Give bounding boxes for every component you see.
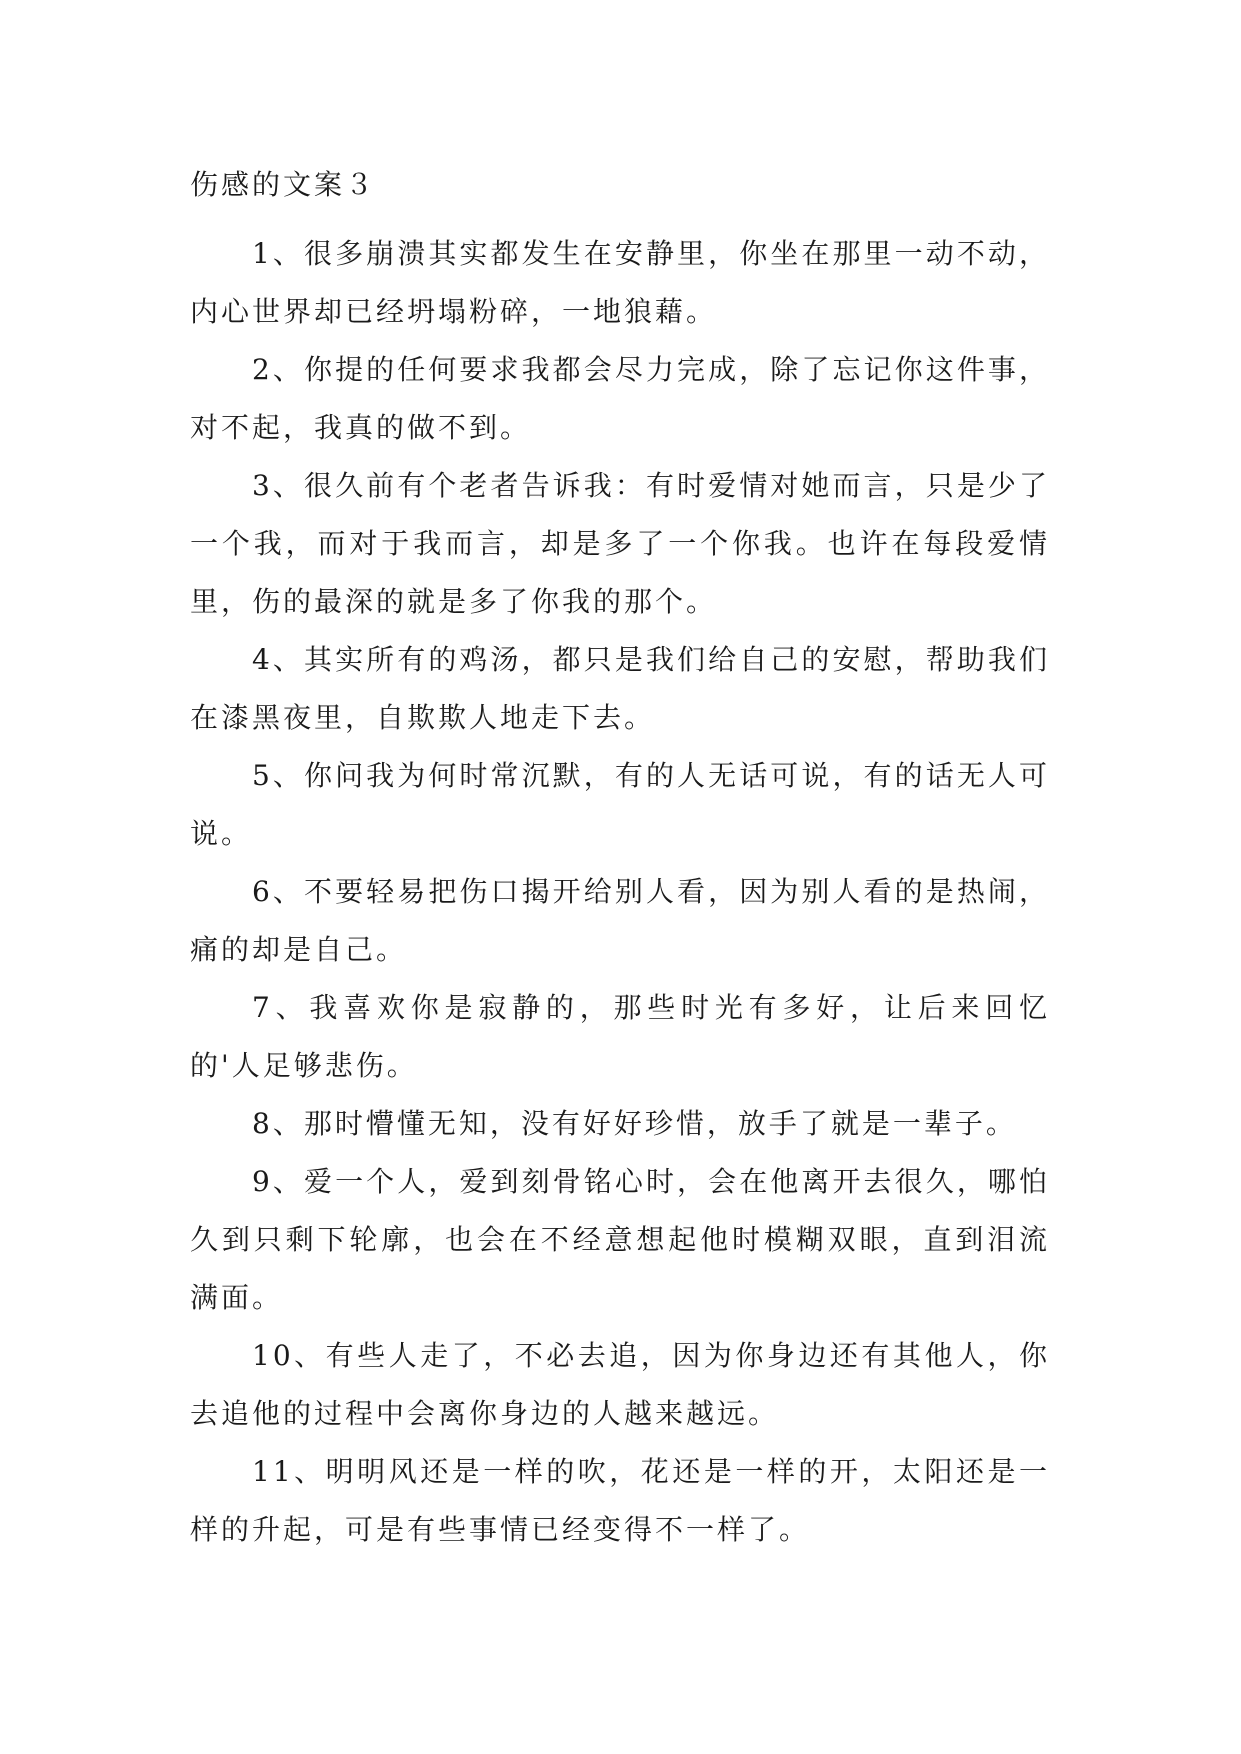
paragraph-6: 6、不要轻易把伤口揭开给别人看，因为别人看的是热闹，痛的却是自己。 <box>190 875 1050 966</box>
page-title: 伤感的文案３ <box>190 168 377 201</box>
paragraph-2: 2、你提的任何要求我都会尽力完成，除了忘记你这件事，对不起，我真的做不到。 <box>190 353 1050 444</box>
paragraph-7: 7、我喜欢你是寂静的，那些时光有多好，让后来回忆的'人足够悲伤。 <box>190 991 1050 1082</box>
paragraph-3: 3、很久前有个老者告诉我：有时爱情对她而言，只是少了一个我，而对于我而言，却是多了一个你我。也许在每段爱情里，伤的最深的就是多了你我的那个。 <box>190 469 1050 618</box>
paragraph-8: 8、那时懵懂无知，没有好好珍惜，放手了就是一辈子。 <box>252 1107 1017 1140</box>
paragraph-1: 1、很多崩溃其实都发生在安静里，你坐在那里一动不动，内心世界却已经坍塌粉碎，一地狼藉。 <box>190 237 1050 328</box>
paragraph-5: 5、你问我为何时常沉默，有的人无话可说，有的话无人可说。 <box>190 759 1050 850</box>
paragraph-10: 10、有些人走了，不必去追，因为你身边还有其他人，你去追他的过程中会离你身边的人越来越远。 <box>190 1339 1050 1430</box>
paragraph-9: 9、爱一个人，爱到刻骨铭心时，会在他离开去很久，哪怕久到只剩下轮廓，也会在不经意想起他时模糊双眼，直到泪流满面。 <box>190 1165 1050 1314</box>
paragraph-11: 11、明明风还是一样的吹，花还是一样的开，太阳还是一样的升起，可是有些事情已经变得不一样了。 <box>190 1455 1050 1546</box>
document-body <box>190 165 1050 1559</box>
paragraph-4: 4、其实所有的鸡汤，都只是我们给自己的安慰，帮助我们在漆黑夜里，自欺欺人地走下去。 <box>190 643 1050 734</box>
